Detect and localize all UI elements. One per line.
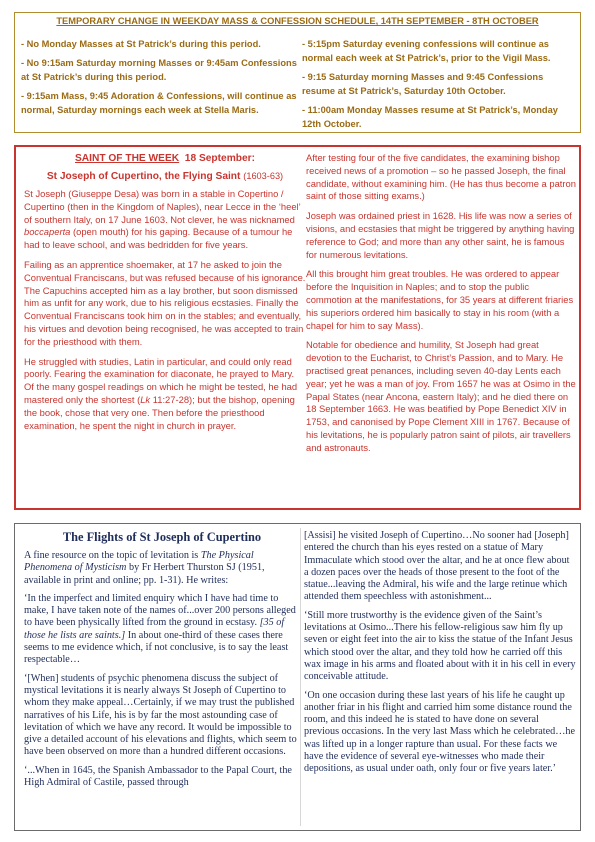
saint-paragraph: Failing as an apprentice shoemaker, at 17 he asked to join the Conventual Franciscans, but was refused because of his ignorance. The Capuchins accepted him as a lay brother, but soon dismissed him as unfit for any work, due to his religious ecstasies. Finally the Conventual Franciscans took him on in the stables; and eventually, his virtues and devotion being recognised, he was accepted to train for the priesthood with them. xyxy=(24,258,306,347)
flights-paragraph: ‘In the imperfect and limited enquiry which I have had time to make, I have taken note of the names of...over 200 persons alleged to have been physically lifted from the ground in ecstasy. [35 of those he lists are saints.] In about one-third of these cases there seems to me evidence which, if not conclusive, is to say the least respectable… xyxy=(24,592,296,666)
notice-item: - 9:15 Saturday morning Masses and 9:45 Confessions resume at St Patrick’s, Saturday 10th October. xyxy=(302,72,544,96)
saint-of-the-week-box xyxy=(14,145,581,510)
notice-item: - 9:15am Mass, 9:45 Adoration & Confessions, will continue as normal, Saturday mornings each week at Stella Maris. xyxy=(21,91,297,115)
saint-paragraph: Notable for obedience and humility, St Joseph had great devotion to the Eucharist, to Christ’s Passion, and to Mary. He practised great penances, including seven 40-day Lents each year; yet he was a man of joy. From 1657 he was at Osimo in the Papal States (near Ancona, eastern Italy); and he died there on 18 September 1663. He was beatified by Pope Benedict XIV in 1753, and canonised by Pope Clement XIII in 1767. Because of his levitations, he is popularly patron saint of pilots, air travellers and astronauts. xyxy=(306,339,576,453)
schedule-notice-left-column xyxy=(21,37,304,122)
saint-paragraph: He struggled with studies, Latin in particular, and could only read poorly. Fearing the examination for diaconate, he prayed to Mary. Of the many gospel readings on which he might be tested, he had mastered only the shortest (Lk 11:27-28); but the bishop, opening the book, chose that very one. Then before the priesthood examination, he spent the night in church in prayer. xyxy=(24,355,298,431)
saint-years: (1603-63) xyxy=(243,171,284,181)
notice-item: - No Monday Masses at St Patrick’s during this period. xyxy=(21,39,261,49)
saint-heading-date: 18 September: xyxy=(184,153,256,164)
notice-item: - 11:00am Monday Masses resume at St Patrick’s, Monday 12th October. xyxy=(302,105,558,129)
flights-paragraph: ‘On one occasion during these last years of his life he caught up another friar in his flight and carried him some distance round the room, and this indeed he is stated to have done on several previous occasions. In the very last Mass which he celebrated…he was lifted up in a longer rapture than usual. For these facts we have the evidence of several eye-witnesses who made their depositions, as usual under oath, only four or five years later.’ xyxy=(304,689,576,775)
schedule-notice-title: TEMPORARY CHANGE IN WEEKDAY MASS & CONFESSION SCHEDULE, 14TH SEPTEMBER - 8TH OCTOBER xyxy=(56,16,539,26)
saint-heading xyxy=(24,152,306,166)
saint-name: St Joseph of Cupertino, the Flying Saint xyxy=(46,171,241,182)
saint-paragraph: After testing four of the five candidates, the examining bishop received news of a promotion – so he passed Joseph, the final candidate, without examining him. (He has thus become a patron saint of those sitting exams.) xyxy=(306,152,576,202)
column-divider xyxy=(300,528,301,826)
flights-left-column xyxy=(24,530,300,795)
saint-paragraph: All this brought him great troubles. He was ordered to appear before the Inquisition in Naples; and to stop the public commotion at the manifestations, for 35 years at different friaries his superiors ordered him basically to stay in his room (with a chapel for him to say Mass). xyxy=(306,268,574,331)
schedule-notice-box xyxy=(14,12,581,133)
flights-paragraph: ‘[When] students of psychic phenomena discuss the subject of mystical levitations it is nearly always St Joseph of Cupertino to whom they make appeal…Certainly, if we may trust the published narratives of his Life, his is by far the most astounding case of levitation of which we have any record. It would be impossible to give a detailed account of his elevations and flights, which seem to have been observed on more than a hundred different occasions. xyxy=(24,672,297,758)
saint-paragraph: St Joseph (Giuseppe Desa) was born in a stable in Copertino / Cupertino (then in the Kingdom of Naples), near Lecce in the ‘heel’ of southern Italy, on 17 June 1603. Not clever, he was nicknamed boccaperta (open mouth) for his gaping. Because of a tumour he had to leave school, and was bedridden for five years. xyxy=(24,188,301,251)
notice-item: - No 9:15am Saturday morning Masses or 9:45am Confessions at St Patrick’s during this period. xyxy=(21,58,297,82)
flights-paragraph: A fine resource on the topic of levitation is The Physical Phenomena of Mysticism by Fr Herbert Thurston SJ (1951, available in print and online; pp. 1-31). He writes: xyxy=(24,550,265,586)
flights-paragraph: ‘Still more trustworthy is the evidence given of the Saint’s levitations at Osimo...There his fellow-religious saw him fly up seven or eight feet into the air to kiss the statue of the Infant Jesus which stood over the altar, and they told how he carried off this wax image in his arms and floated about with it in his cell in every conceivable attitude. xyxy=(304,609,576,683)
flights-paragraph: [Assisi] he visited Joseph of Cupertino…No sooner had [Joseph] entered the church than his eyes rested on a statue of Mary Immaculate which stood over the altar, and he at once flew about a dozen paces over the heads of those present to the foot of the statue...leaving the Admiral, his wife and the large retinue which attended them speechless with astonishment... xyxy=(304,530,570,603)
schedule-notice-right-column xyxy=(302,37,576,136)
saint-left-column xyxy=(24,152,306,439)
notice-item: - 5:15pm Saturday evening confessions will continue as normal each week at St Patrick’s, prior to the Vigil Mass. xyxy=(302,39,551,63)
saint-heading-label: SAINT OF THE WEEK xyxy=(74,153,180,164)
flights-article-box xyxy=(14,523,581,831)
saint-right-column xyxy=(306,152,576,462)
saint-name-line xyxy=(24,169,306,184)
saint-paragraph: Joseph was ordained priest in 1628. His life was now a series of visions, and ecstasies that might be triggered by anything having reference to God; and more than any other saint, he is famous for numerous levitations. xyxy=(306,210,575,260)
flights-paragraph: ‘...When in 1645, the Spanish Ambassador to the Papal Court, the High Admiral of Castile, passed through xyxy=(24,764,292,789)
flights-right-column xyxy=(304,530,576,782)
flights-title: The Flights of St Joseph of Cupertino xyxy=(62,530,262,544)
